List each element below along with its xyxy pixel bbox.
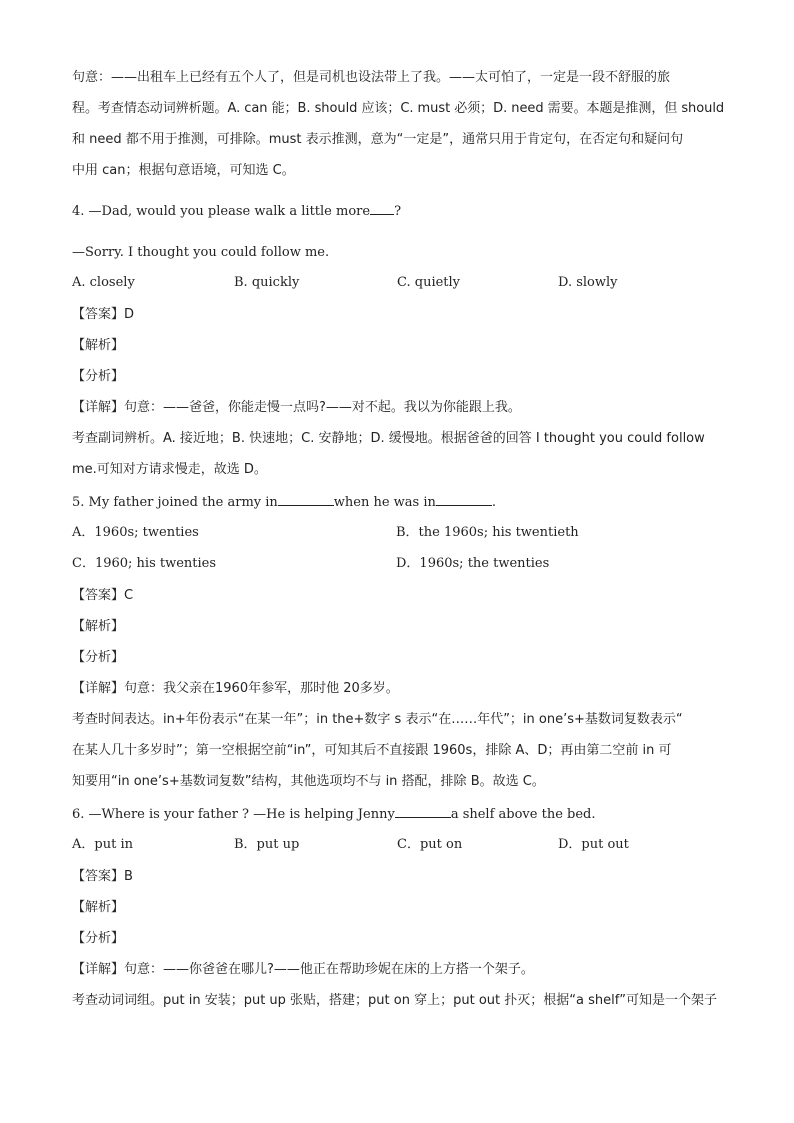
q5-stem <box>72 492 496 513</box>
q5-option-d: D．1960s; the twenties <box>396 556 550 571</box>
q6-stem-text-a: 6. —Where is your father ? —He is helping Jenny <box>72 807 395 822</box>
q5-answer: 【答案】C <box>72 588 134 603</box>
q4-reply: —Sorry. I thought you could follow me. <box>72 245 330 260</box>
q5-option-a: A．1960s; twenties <box>72 525 199 540</box>
q6-stem <box>72 804 596 825</box>
q4-detail: 【详解】句意：——爸爸，你能走慢一点吗?——对不起。我以为你能跟上我。 <box>72 400 521 415</box>
q6-option-c: C．put on <box>397 837 463 852</box>
q6-explanation-1: 考查动词词组。put in 安装；put up 张贴，搭建；put on 穿上；put out 扑灭；根据“a shelf”可知是一个架子 <box>72 993 718 1008</box>
q4-answer: 【答案】D <box>72 307 135 322</box>
q4-option-b: B. quickly <box>234 275 300 290</box>
q4-stem <box>72 201 401 222</box>
q5-blank-1 <box>278 492 334 506</box>
q4-fenxi: 【分析】 <box>72 369 125 384</box>
q5-stem-end: . <box>491 495 497 510</box>
q5-detail: 【详解】句意：我父亲在1960年参军，那时他 20多岁。 <box>72 681 399 696</box>
q5-stem-text-a: 5. My father joined the army in <box>72 495 278 510</box>
q5-explanation-1: 考查时间表达。in+年份表示“在某一年”；in the+数字 s 表示“在……年代”；in one’s+基数词复数表示“ <box>72 712 683 727</box>
q4-stem-text: 4. —Dad, would you please walk a little more <box>72 204 371 219</box>
q6-fenxi: 【分析】 <box>72 931 125 946</box>
q5-option-c: C．1960; his twenties <box>72 556 217 571</box>
q4-option-a: A. closely <box>72 275 135 290</box>
q6-analysis: 【解析】 <box>72 900 125 915</box>
q6-option-a: A．put in <box>72 837 133 852</box>
intro-line-1: 句意：——出租车上已经有五个人了，但是司机也设法带上了我。——太可怕了，一定是一段不舒服的旅 <box>72 70 671 85</box>
q4-blank <box>370 201 394 215</box>
q4-explanation-1: 考查副词辨析。A. 接近地；B. 快速地；C. 安静地；D. 缓慢地。根据爸爸的回答 I thought you could follow <box>72 431 705 446</box>
q6-blank <box>395 804 451 818</box>
q6-answer: 【答案】B <box>72 869 133 884</box>
q5-stem-text-b: when he was in <box>333 495 436 510</box>
q4-analysis: 【解析】 <box>72 338 125 353</box>
q4-option-c: C. quietly <box>397 275 461 290</box>
q5-analysis: 【解析】 <box>72 619 125 634</box>
q5-fenxi: 【分析】 <box>72 650 125 665</box>
q6-option-b: B．put up <box>234 837 300 852</box>
q4-option-d: D. slowly <box>558 275 618 290</box>
q4-stem-end: ? <box>394 204 402 219</box>
q6-option-d: D．put out <box>558 837 629 852</box>
q6-detail: 【详解】句意：——你爸爸在哪儿?——他正在帮助珍妮在床的上方搭一个架子。 <box>72 962 534 977</box>
q4-explanation-2: me.可知对方请求慢走，故选 D。 <box>72 462 267 477</box>
intro-line-3: 和 need 都不用于推测，可排除。must 表示推测，意为“一定是”，通常只用于肯定句，在否定句和疑问句 <box>72 132 684 147</box>
q5-explanation-3: 知要用“in one’s+基数词复数”结构，其他选项均不与 in 搭配，排除 B。故选 C。 <box>72 774 545 789</box>
q5-option-b: B．the 1960s; his twentieth <box>396 525 579 540</box>
intro-line-2: 程。考查情态动词辨析题。A. can 能；B. should 应该；C. must 必须；D. need 需要。本题是推测，但 should <box>72 101 725 116</box>
q5-blank-2 <box>436 492 492 506</box>
q6-stem-text-b: a shelf above the bed. <box>450 807 596 822</box>
q5-explanation-2: 在某人几十多岁时”；第一空根据空前“in”，可知其后不直接跟 1960s，排除 A、D；再由第二空前 in 可 <box>72 743 672 758</box>
intro-line-4: 中用 can；根据句意语境，可知选 C。 <box>72 163 295 178</box>
